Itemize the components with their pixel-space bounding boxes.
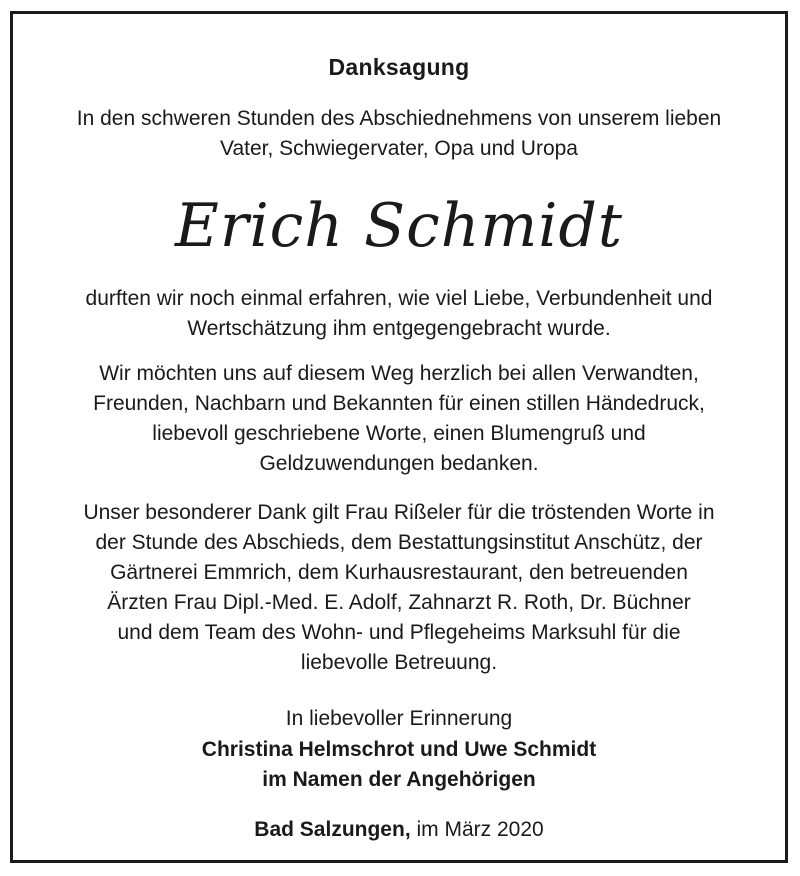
intro-line: Vater, Schwiegervater, Opa und Uropa — [220, 137, 578, 160]
thanks-line: liebevoll geschriebene Worte, einen Blumengruß und — [152, 422, 646, 445]
deceased-name: Erich Schmidt — [175, 191, 623, 261]
thanks-line: Wir möchten uns auf diesem Weg herzlich bei allen Verwandten, — [99, 362, 699, 385]
experience-paragraph — [33, 284, 765, 344]
signers — [13, 735, 785, 795]
special-thanks-paragraph — [33, 498, 765, 678]
notice-frame — [10, 11, 788, 863]
thanks-paragraph — [33, 359, 765, 479]
special-thanks-line: Unser besonderer Dank gilt Frau Rißeler für die tröstenden Worte in — [83, 501, 715, 524]
notice-title: Danksagung — [328, 54, 470, 80]
special-thanks-line: liebevolle Betreuung. — [300, 651, 498, 674]
place-date-line — [13, 815, 785, 845]
special-thanks-line: der Stunde des Abschieds, dem Bestattungsinstitut Anschütz, der — [95, 531, 703, 554]
thanks-line: Geldzuwendungen bedanken. — [259, 452, 539, 475]
date: im März 2020 — [410, 818, 544, 841]
signer-line: im Namen der Angehörigen — [262, 768, 536, 791]
thanks-line: Freunden, Nachbarn und Bekannten für einen stillen Händedruck, — [93, 392, 705, 415]
signer-line: Christina Helmschrot und Uwe Schmidt — [201, 738, 597, 761]
experience-line: durften wir noch einmal erfahren, wie viel Liebe, Verbundenheit und — [85, 287, 713, 310]
special-thanks-line: und dem Team des Wohn- und Pflegeheims Marksuhl für die — [117, 621, 681, 644]
memory-line: In liebevoller Erinnerung — [285, 707, 513, 730]
special-thanks-line: Ärzten Frau Dipl.-Med. E. Adolf, Zahnarzt R. Roth, Dr. Büchner — [107, 591, 691, 614]
special-thanks-line: Gärtnerei Emmrich, dem Kurhausrestaurant, den betreuenden — [110, 561, 688, 584]
intro-line: In den schweren Stunden des Abschiednehmens von unserem lieben — [76, 107, 722, 130]
place: Bad Salzungen, — [254, 818, 411, 841]
intro-paragraph — [33, 104, 765, 164]
experience-line: Wertschätzung ihm entgegengebracht wurde. — [187, 317, 611, 340]
